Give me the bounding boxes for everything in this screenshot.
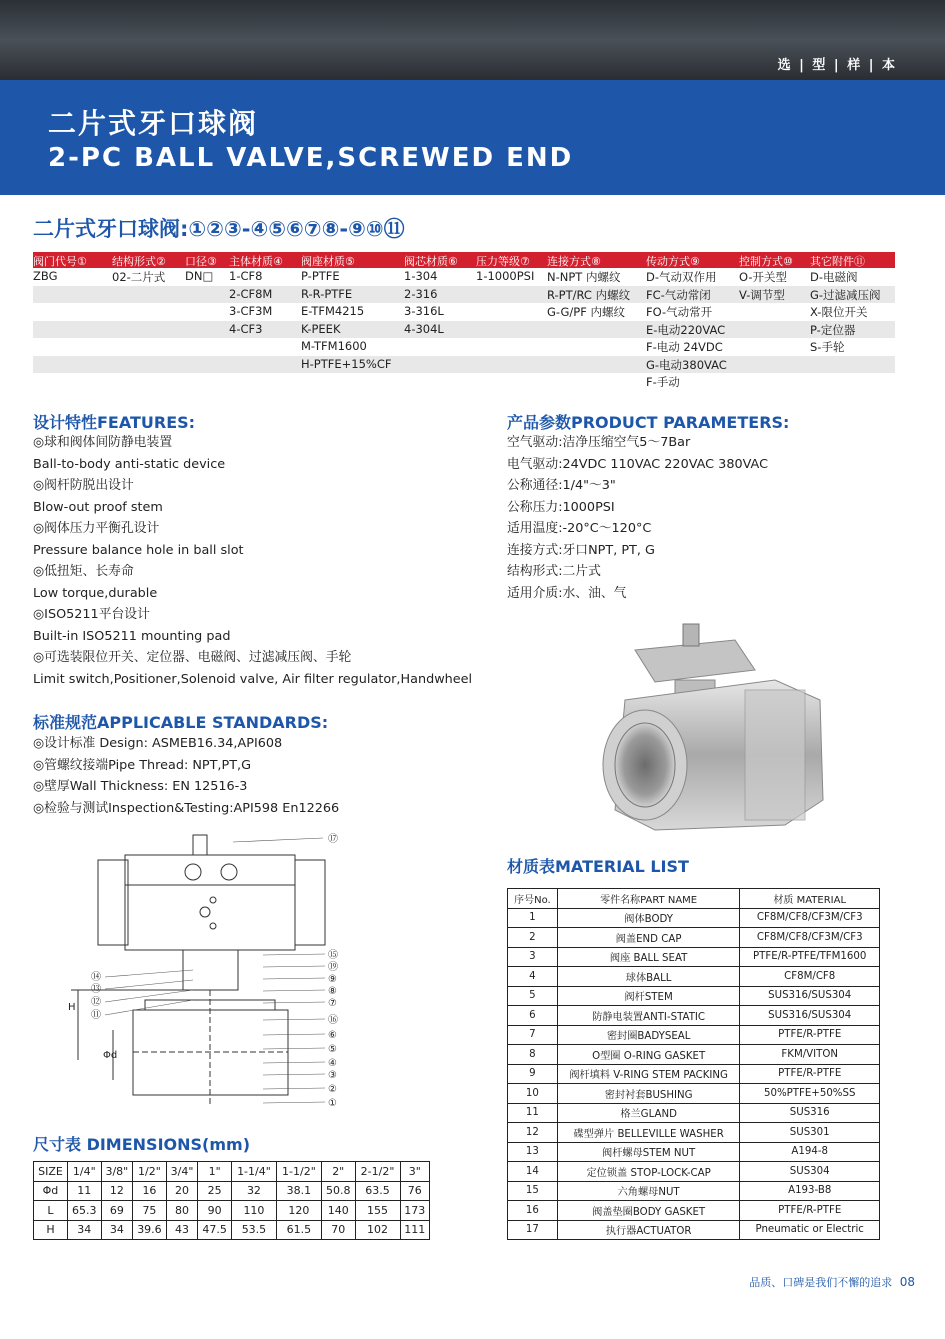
text-line: ◎壁厚Wall Thickness: EN 12516-3 xyxy=(33,779,248,794)
table-cell: 53.5 xyxy=(231,1220,276,1240)
table-row xyxy=(508,1064,880,1084)
selection-cell: 主体材质④ xyxy=(229,255,283,268)
text-line: 空气驱动:洁净压缩空气5～7Bar xyxy=(507,435,691,450)
text-line: Ball-to-body anti-static device xyxy=(33,456,226,472)
table-cell: SUS316/SUS304 xyxy=(740,986,880,1006)
table-row xyxy=(508,947,880,967)
text-line: ◎阀体压力平衡孔设计 xyxy=(33,521,160,536)
table-cell: 15 xyxy=(508,1181,558,1201)
table-row xyxy=(508,1201,880,1221)
table-cell: A194-8 xyxy=(740,1142,880,1162)
selection-cell: K-PEEK xyxy=(301,321,341,336)
table-cell: 16 xyxy=(508,1201,558,1221)
selection-cell: 1-1000PSI xyxy=(476,269,535,283)
text-line: Low torque,durable xyxy=(33,585,158,601)
selection-row xyxy=(33,321,895,339)
table-cell: 阀杆填料 V-RING STEM PACKING xyxy=(557,1064,740,1084)
table-cell: 阀杆STEM xyxy=(557,986,740,1006)
drawing-label-8: ⑧ xyxy=(328,986,337,997)
selection-cell: M-TFM1600 xyxy=(301,339,367,353)
selection-cell: O-开关型 xyxy=(739,270,788,284)
features-title: 设计特性FEATURES: xyxy=(33,413,196,432)
table-row xyxy=(34,1162,430,1182)
table-cell: 70 xyxy=(321,1220,355,1240)
table-row xyxy=(508,1103,880,1123)
footer-slogan: 品质、口碑是我们不懈的追求 xyxy=(749,1276,893,1289)
drawing-label-d: Φd xyxy=(103,1050,118,1061)
table-row xyxy=(508,928,880,948)
selection-cell: 3-316L xyxy=(404,304,444,318)
title-en: 2-PC BALL VALVE,SCREWED END xyxy=(48,143,574,173)
text-line: 公称通径:1/4"～3" xyxy=(507,478,616,493)
drawing-label-h: H xyxy=(68,1002,76,1013)
table-row xyxy=(34,1181,430,1201)
table-cell: 阀杆螺母STEM NUT xyxy=(557,1142,740,1162)
standards-title: 标准规范APPLICABLE STANDARDS: xyxy=(33,713,329,732)
table-cell: 8 xyxy=(508,1045,558,1065)
table-cell: 90 xyxy=(198,1201,232,1221)
standards-list xyxy=(33,733,339,819)
table-cell: 25 xyxy=(198,1181,232,1201)
table-cell: 111 xyxy=(400,1220,429,1240)
table-cell: 3/4" xyxy=(166,1162,198,1182)
drawing-label-6: ⑥ xyxy=(328,1030,337,1041)
selection-row xyxy=(33,268,895,286)
table-cell: 碟型弹片 BELLEVILLE WASHER xyxy=(557,1123,740,1143)
table-row xyxy=(34,1220,430,1240)
selection-cell: F-电动 24VDC xyxy=(646,340,723,354)
table-cell: PTFE/R-PTFE xyxy=(740,1064,880,1084)
table-row xyxy=(508,1025,880,1045)
table-cell: FKM/VITON xyxy=(740,1045,880,1065)
selection-cell: 传动方式⑨ xyxy=(646,255,700,268)
table-cell: 12 xyxy=(101,1181,133,1201)
table-cell: 密封圈BADYSEAL xyxy=(557,1025,740,1045)
selection-cell: G-G/PF 内螺纹 xyxy=(547,305,625,319)
selection-cell: E-电动220VAC xyxy=(646,322,726,337)
table-cell: 20 xyxy=(166,1181,198,1201)
table-cell: PTFE/R-PTFE/TFM1600 xyxy=(740,947,880,967)
table-cell: 1/4" xyxy=(67,1162,101,1182)
table-cell: 1-1/4" xyxy=(231,1162,276,1182)
table-cell: 阀座 BALL SEAT xyxy=(557,947,740,967)
selection-cell: 2-316 xyxy=(404,286,438,301)
table-cell: 定位锁盖 STOP-LOCK-CAP xyxy=(557,1162,740,1182)
selection-cell: R-R-PTFE xyxy=(301,286,353,301)
drawing-label-5: ⑤ xyxy=(328,1044,337,1055)
table-cell: 32 xyxy=(231,1181,276,1201)
table-cell: 序号No. xyxy=(508,889,558,909)
selection-cell: R-PT/RC 内螺纹 xyxy=(547,287,631,302)
drawing-label-3: ③ xyxy=(328,1070,337,1081)
table-row xyxy=(508,1084,880,1104)
table-cell: Φd xyxy=(34,1181,68,1201)
table-row xyxy=(508,1006,880,1026)
table-cell: 102 xyxy=(355,1220,400,1240)
title-cn: 二片式牙口球阀 xyxy=(48,107,259,140)
page-number: 08 xyxy=(899,1275,915,1289)
table-cell: 17 xyxy=(508,1220,558,1240)
table-cell: 1/2" xyxy=(133,1162,167,1182)
table-cell: 阀盖END CAP xyxy=(557,928,740,948)
selection-row xyxy=(33,338,895,356)
table-row xyxy=(508,1045,880,1065)
table-row xyxy=(508,908,880,928)
table-row xyxy=(508,986,880,1006)
table-row xyxy=(508,967,880,987)
drawing-label-16: ⑯ xyxy=(328,1015,338,1026)
catalog-tag: 选 | 型 | 样 | 本 xyxy=(777,58,897,73)
drawing-label-13: ⑬ xyxy=(91,984,101,995)
table-cell: 47.5 xyxy=(198,1220,232,1240)
selection-cell: D-气动双作用 xyxy=(646,270,717,284)
selection-cell: G-电动380VAC xyxy=(646,357,727,372)
text-line: ◎阀杆防脱出设计 xyxy=(33,478,134,493)
selection-cell: 2-CF8M xyxy=(229,286,273,301)
dimensions-title: 尺寸表 DIMENSIONS(mm) xyxy=(33,1135,251,1154)
table-cell: 39.6 xyxy=(133,1220,167,1240)
table-cell: 阀体BODY xyxy=(557,908,740,928)
table-cell: SIZE xyxy=(34,1162,68,1182)
drawing-label-1: ① xyxy=(328,1098,337,1109)
table-row xyxy=(34,1201,430,1221)
selection-cell: V-调节型 xyxy=(739,287,785,302)
text-line: ◎管螺纹接端Pipe Thread: NPT,PT,G xyxy=(33,757,252,773)
selection-cell: E-TFM4215 xyxy=(301,304,365,318)
valve-photo xyxy=(595,620,835,835)
selection-cell: 1-CF8 xyxy=(229,269,263,283)
selection-cell: 压力等级⑦ xyxy=(476,255,530,268)
table-cell: 140 xyxy=(321,1201,355,1221)
table-cell: 球体BALL xyxy=(557,967,740,987)
table-row xyxy=(508,1123,880,1143)
selection-cell: P-定位器 xyxy=(810,322,856,337)
technical-drawing xyxy=(33,830,353,1130)
selection-cell: DN□ xyxy=(185,269,214,283)
selection-cell: 3-CF3M xyxy=(229,304,273,318)
selection-cell: 4-304L xyxy=(404,321,444,336)
table-cell: CF8M/CF8 xyxy=(740,967,880,987)
table-cell: 3 xyxy=(508,947,558,967)
selection-cell: 控制方式⑩ xyxy=(739,255,793,268)
selection-cell: 连接方式⑧ xyxy=(547,255,601,268)
selection-cell: D-电磁阀 xyxy=(810,270,858,284)
table-cell: 格兰GLAND xyxy=(557,1103,740,1123)
text-line: 适用介质:水、油、气 xyxy=(507,585,627,601)
text-line: 公称压力:1000PSI xyxy=(507,499,615,515)
selection-cell: G-过滤减压阀 xyxy=(810,287,881,302)
table-cell: 执行器ACTUATOR xyxy=(557,1220,740,1240)
table-cell: 155 xyxy=(355,1201,400,1221)
material-table xyxy=(507,888,880,1240)
table-cell: SUS304 xyxy=(740,1162,880,1182)
drawing-label-2: ② xyxy=(328,1084,337,1095)
selection-row xyxy=(33,303,895,321)
table-cell: 1 xyxy=(508,908,558,928)
table-row xyxy=(508,1142,880,1162)
selection-cell: H-PTFE+15%CF xyxy=(301,356,392,371)
table-cell: O型圈 O-RING GASKET xyxy=(557,1045,740,1065)
table-cell: 11 xyxy=(67,1181,101,1201)
table-cell: 9 xyxy=(508,1064,558,1084)
table-cell: 38.1 xyxy=(276,1181,321,1201)
table-cell: 173 xyxy=(400,1201,429,1221)
params-list xyxy=(507,432,768,604)
table-cell: 13 xyxy=(508,1142,558,1162)
table-cell: 61.5 xyxy=(276,1220,321,1240)
footer xyxy=(749,1274,915,1290)
text-line: ◎低扭矩、长寿命 xyxy=(33,564,134,579)
table-cell: 16 xyxy=(133,1181,167,1201)
selection-cell: 其它附件⑪ xyxy=(810,255,865,268)
model-code-title: 二片式牙口球阀:①②③-④⑤⑥⑦⑧-⑨⑩⑪ xyxy=(33,217,405,241)
params-title: 产品参数PRODUCT PARAMETERS: xyxy=(507,413,790,432)
table-cell: 76 xyxy=(400,1181,429,1201)
table-cell: 10 xyxy=(508,1084,558,1104)
table-cell: 65.3 xyxy=(67,1201,101,1221)
table-cell: 防静电装置ANTI-STATIC xyxy=(557,1006,740,1026)
selection-cell: FO-气动常开 xyxy=(646,305,713,319)
table-cell: 50%PTFE+50%SS xyxy=(740,1084,880,1104)
table-cell: L xyxy=(34,1201,68,1221)
text-line: ◎检验与测试Inspection&Testing:API598 En12266 xyxy=(33,800,340,816)
drawing-label-19: ⑲ xyxy=(328,962,338,973)
table-cell: 50.8 xyxy=(321,1181,355,1201)
text-line: Blow-out proof stem xyxy=(33,499,163,515)
text-line: 适用温度:-20°C～120°C xyxy=(507,521,652,536)
dimensions-table xyxy=(33,1161,430,1240)
selection-row xyxy=(33,356,895,374)
text-line: 连接方式:牙口NPT, PT, G xyxy=(507,542,655,558)
table-cell: 1-1/2" xyxy=(276,1162,321,1182)
selection-cell: S-手轮 xyxy=(810,340,845,354)
table-cell: 6 xyxy=(508,1006,558,1026)
table-cell: 2" xyxy=(321,1162,355,1182)
table-cell: CF8M/CF8/CF3M/CF3 xyxy=(740,928,880,948)
selection-cell: 阀芯材质⑥ xyxy=(404,255,458,268)
table-row xyxy=(508,1181,880,1201)
table-cell: 2-1/2" xyxy=(355,1162,400,1182)
selection-cell: F-手动 xyxy=(646,375,680,389)
table-cell: 69 xyxy=(101,1201,133,1221)
selection-table xyxy=(33,252,895,391)
table-cell: A193-B8 xyxy=(740,1181,880,1201)
selection-row xyxy=(33,286,895,304)
table-cell: 3/8" xyxy=(101,1162,133,1182)
selection-cell: 02-二片式 xyxy=(112,270,166,284)
table-cell: 110 xyxy=(231,1201,276,1221)
selection-cell: P-PTFE xyxy=(301,269,340,283)
drawing-label-9: ⑨ xyxy=(328,974,337,985)
selection-cell: 1-304 xyxy=(404,269,438,283)
table-row xyxy=(508,1162,880,1182)
table-cell: 12 xyxy=(508,1123,558,1143)
text-line: Pressure balance hole in ball slot xyxy=(33,542,244,558)
selection-cell: N-NPT 内螺纹 xyxy=(547,270,621,284)
text-line: ◎ISO5211平台设计 xyxy=(33,607,150,622)
table-cell: Pneumatic or Electric xyxy=(740,1220,880,1240)
text-line: ◎球和阀体间防静电装置 xyxy=(33,435,173,450)
table-cell: 5 xyxy=(508,986,558,1006)
top-bar xyxy=(0,0,945,80)
table-cell: 2 xyxy=(508,928,558,948)
material-title: 材质表MATERIAL LIST xyxy=(507,857,689,876)
drawing-label-15: ⑮ xyxy=(328,950,338,961)
table-cell: 7 xyxy=(508,1025,558,1045)
table-cell: 75 xyxy=(133,1201,167,1221)
table-cell: 80 xyxy=(166,1201,198,1221)
selection-cell: 结构形式② xyxy=(112,255,166,268)
table-cell: 63.5 xyxy=(355,1181,400,1201)
drawing-label-12: ⑫ xyxy=(91,997,101,1008)
table-cell: PTFE/R-PTFE xyxy=(740,1201,880,1221)
table-cell: 3" xyxy=(400,1162,429,1182)
text-line: ◎设计标准 Design: ASMEB16.34,API608 xyxy=(33,736,283,751)
text-line: 结构形式:二片式 xyxy=(507,564,601,579)
table-cell: PTFE/R-PTFE xyxy=(740,1025,880,1045)
drawing-label-4: ④ xyxy=(328,1058,337,1069)
table-cell: 11 xyxy=(508,1103,558,1123)
table-cell: 材质 MATERIAL xyxy=(740,889,880,909)
text-line: 电气驱动:24VDC 110VAC 220VAC 380VAC xyxy=(507,456,769,472)
selection-cell: X-限位开关 xyxy=(810,305,868,319)
table-cell: 密封衬套BUSHING xyxy=(557,1084,740,1104)
table-cell: 34 xyxy=(67,1220,101,1240)
selection-row xyxy=(33,373,895,391)
selection-cell: ZBG xyxy=(33,269,58,283)
table-cell: 4 xyxy=(508,967,558,987)
table-cell: 14 xyxy=(508,1162,558,1182)
table-cell: 120 xyxy=(276,1201,321,1221)
table-cell: 零件名称PART NAME xyxy=(557,889,740,909)
text-line: Built-in ISO5211 mounting pad xyxy=(33,628,231,644)
table-cell: CF8M/CF8/CF3M/CF3 xyxy=(740,908,880,928)
table-cell: 1" xyxy=(198,1162,232,1182)
table-cell: SUS316/SUS304 xyxy=(740,1006,880,1026)
title-banner xyxy=(0,80,945,195)
drawing-label-17: ⑰ xyxy=(328,834,338,845)
drawing-label-11: ⑪ xyxy=(91,1010,101,1021)
table-cell: 阀盖垫圈BODY GASKET xyxy=(557,1201,740,1221)
table-cell: 43 xyxy=(166,1220,198,1240)
selection-cell: 口径③ xyxy=(185,255,217,268)
text-line: Limit switch,Positioner,Solenoid valve, Air filter regulator,Handwheel xyxy=(33,671,473,687)
selection-header-row xyxy=(33,252,895,268)
table-cell: H xyxy=(34,1220,68,1240)
table-cell: 34 xyxy=(101,1220,133,1240)
selection-cell: 4-CF3 xyxy=(229,321,263,336)
selection-cell: 阀座材质⑤ xyxy=(301,255,355,268)
table-cell: SUS301 xyxy=(740,1123,880,1143)
table-row xyxy=(508,1220,880,1240)
selection-cell: FC-气动常闭 xyxy=(646,287,711,302)
drawing-label-14: ⑭ xyxy=(91,972,101,983)
table-cell: 六角螺母NUT xyxy=(557,1181,740,1201)
drawing-label-7: ⑦ xyxy=(328,998,337,1009)
table-cell: SUS316 xyxy=(740,1103,880,1123)
features-list xyxy=(33,432,472,690)
table-row xyxy=(508,889,880,909)
text-line: ◎可选装限位开关、定位器、电磁阀、过滤减压阀、手轮 xyxy=(33,650,352,665)
selection-cell: 阀门代号① xyxy=(33,255,87,268)
